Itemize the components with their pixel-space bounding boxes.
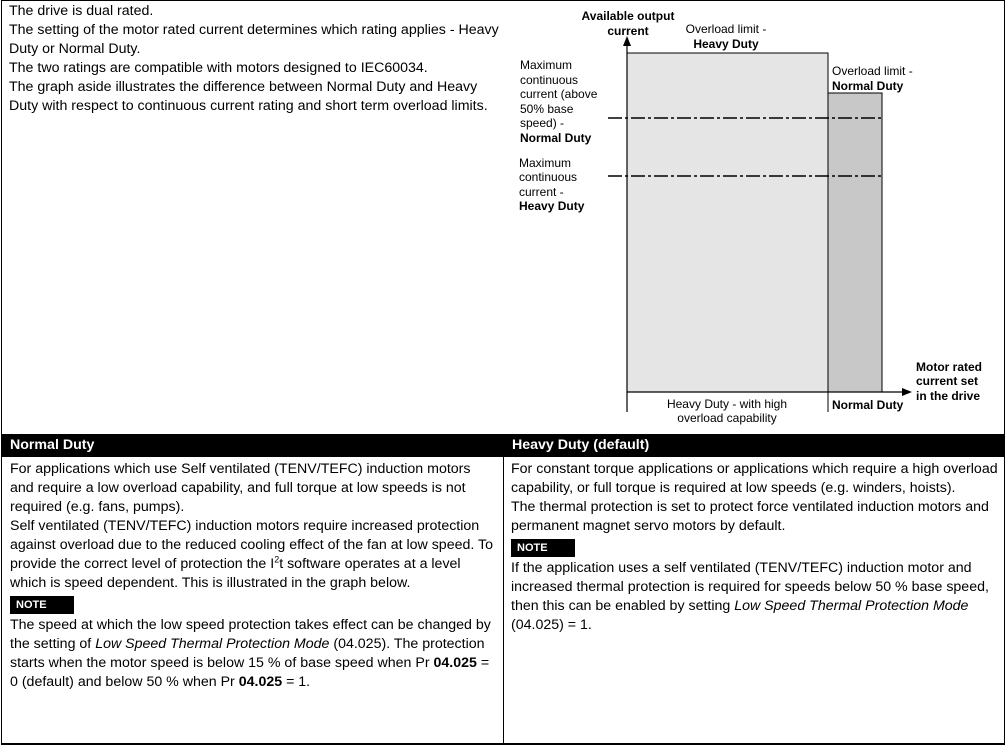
hd-paragraph-2: The thermal protection is set to protect force ventilated induction motors and permanent magnet servo motors by default. — [511, 499, 989, 534]
nd-bottom-label: Normal Duty — [832, 398, 904, 412]
normal-duty-header — [2, 434, 503, 457]
y-axis-label-1: Available output — [581, 9, 675, 23]
intro-line-2: The setting of the motor rated current determines which rating applies - Heavy Duty or Normal Duty. — [9, 22, 499, 57]
x-axis-label-1: Motor rated — [916, 360, 982, 374]
max-nd-label-2: continuous — [520, 73, 579, 87]
nd-note-label: NOTE — [10, 596, 74, 614]
heavy-duty-title: Heavy Duty (default) — [512, 437, 650, 453]
max-nd-label-5: speed) - — [520, 116, 565, 130]
normal-duty-column — [10, 460, 498, 692]
nd-paragraph-1: For applications which use Self ventilated (TENV/TEFC) induction motors and require a low overload capability, and full torque at low speeds is not required (e.g. fans, pumps). — [10, 461, 471, 515]
heavy-duty-column — [511, 460, 999, 635]
x-axis-label-3: in the drive — [916, 389, 981, 403]
hd-bottom-label-1: Heavy Duty - with high — [666, 397, 788, 411]
hd-bottom-label-2: overload capability — [677, 411, 777, 425]
max-nd-label-6: Normal Duty — [520, 131, 592, 145]
x-axis-label-2: current set — [916, 374, 979, 388]
overload-hd-label-1: Overload limit - — [685, 22, 767, 36]
max-nd-label-3: current (above — [520, 87, 598, 101]
hd-note-label: NOTE — [511, 539, 575, 557]
max-nd-label-1: Maximum — [520, 58, 573, 72]
max-hd-label-1: Maximum — [519, 156, 572, 170]
max-hd-label-4: Heavy Duty — [519, 199, 585, 213]
hd-note-text: If the application uses a self ventilated (TENV/TEFC) induction motor and increased thermal protection is required for speeds below 50 % base speed, then this can be enabled by setting Low Speed Thermal Protection Mode (04.025) = 1. — [511, 560, 989, 633]
bottom-rule — [1, 743, 1005, 745]
hd-paragraph-1: For constant torque applications or applications which require a high overload capability, or full torque is required at low speeds (e.g. winders, hoists). — [511, 461, 998, 496]
intro-text — [9, 2, 504, 116]
normal-duty-title: Normal Duty — [10, 437, 95, 453]
max-hd-label-3: current - — [519, 185, 564, 199]
nd-paragraph-2: Self ventilated (TENV/TEFC) induction motors require increased protection against overload due to the reduced cooling effect of the fan at low speed. To provide the correct level of protection the $I^2t$ software operates at a level which is speed dependent. This is illustrated in the graph below. — [10, 518, 493, 591]
column-divider — [503, 434, 504, 745]
x-axis-arrow — [902, 388, 912, 396]
intro-line-4: The graph aside illustrates the difference between Normal Duty and Heavy Duty with respect to continuous current rating and short term overload limits. — [9, 79, 488, 114]
nd-note-text: The speed at which the low speed protection takes effect can be changed by the setting of Low Speed Thermal Protection Mode (04.025). The protection starts when the motor speed is below 15 % of base speed when Pr 04.025 = 0 (default) and below 50 % when Pr 04.025 = 1. — [10, 617, 491, 690]
overload-nd-label-2: Normal Duty — [832, 79, 904, 93]
intro-line-3: The two ratings are compatible with motors designed to IEC60034. — [9, 60, 428, 76]
normal-duty-region — [828, 93, 882, 392]
max-nd-label-4: 50% base — [520, 102, 574, 116]
intro-line-1: The drive is dual rated. — [9, 3, 154, 19]
max-hd-label-2: continuous — [519, 170, 578, 184]
overload-nd-label-1: Overload limit - — [832, 64, 913, 78]
overload-hd-label-2: Heavy Duty — [693, 37, 759, 51]
heavy-duty-region — [627, 53, 828, 392]
y-axis-label-2: current — [607, 24, 649, 38]
duty-rating-graph — [505, 0, 1005, 432]
heavy-duty-header — [504, 434, 1005, 457]
